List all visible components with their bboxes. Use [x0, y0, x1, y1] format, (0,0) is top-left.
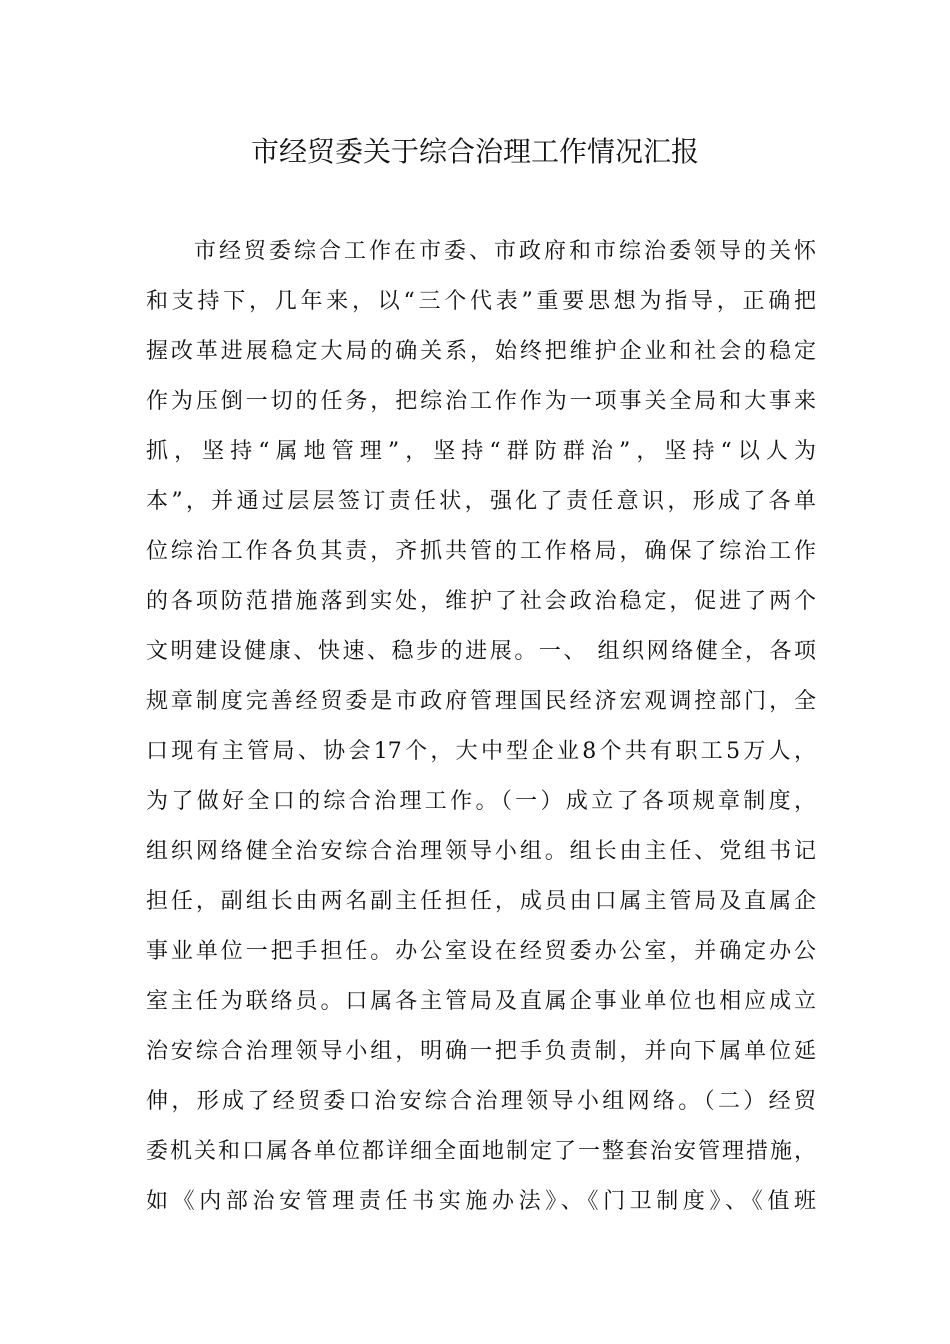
document-title: 市经贸委关于综合治理工作情况汇报 [250, 135, 699, 168]
body-line: 文明建设健康、快速、稳步的进展。一、 组织网络健全，各项 [146, 639, 816, 664]
body-line: 为了做好全口的综合治理工作。（一）成立了各项规章制度， [146, 789, 816, 814]
body-line: 本”，并通过层层签订责任状，强化了责任意识，形成了各单 [146, 489, 816, 514]
body-line: 的各项防范措施落到实处，维护了社会政治稳定，促进了两个 [146, 589, 816, 614]
body-line: 市经贸委综合工作在市委、市政府和市综治委领导的关怀 [194, 239, 816, 264]
body-line: 事业单位一把手担任。办公室设在经贸委办公室，并确定办公 [146, 939, 816, 964]
body-line: 担任，副组长由两名副主任担任，成员由口属主管局及直属企 [146, 889, 816, 914]
body-line: 规章制度完善经贸委是市政府管理国民经济宏观调控部门，全 [146, 689, 816, 714]
body-line: 口现有主管局、协会17个，大中型企业8个共有职工5万人， [146, 739, 816, 764]
body-line: 如《内部治安管理责任书实施办法》、《门卫制度》、《值班 [146, 1189, 816, 1214]
body-line: 位综治工作各负其责，齐抓共管的工作格局，确保了综治工作 [146, 539, 816, 564]
body-line: 抓，坚持“属地管理”，坚持“群防群治”，坚持“以人为 [146, 439, 816, 464]
body-line: 伸，形成了经贸委口治安综合治理领导小组网络。（二）经贸 [146, 1089, 816, 1114]
document-body [146, 232, 816, 1232]
body-line: 室主任为联络员。口属各主管局及直属企事业单位也相应成立 [146, 989, 816, 1014]
body-line: 作为压倒一切的任务，把综治工作作为一项事关全局和大事来 [146, 389, 816, 414]
body-line: 治安综合治理领导小组，明确一把手负责制，并向下属单位延 [146, 1039, 816, 1064]
body-line: 委机关和口属各单位都详细全面地制定了一整套治安管理措施， [146, 1139, 816, 1164]
body-line: 组织网络健全治安综合治理领导小组。组长由主任、党组书记 [146, 839, 816, 864]
body-line: 握改革进展稳定大局的确关系，始终把维护企业和社会的稳定 [146, 339, 816, 364]
body-line: 和支持下，几年来，以“三个代表”重要思想为指导，正确把 [146, 289, 816, 314]
